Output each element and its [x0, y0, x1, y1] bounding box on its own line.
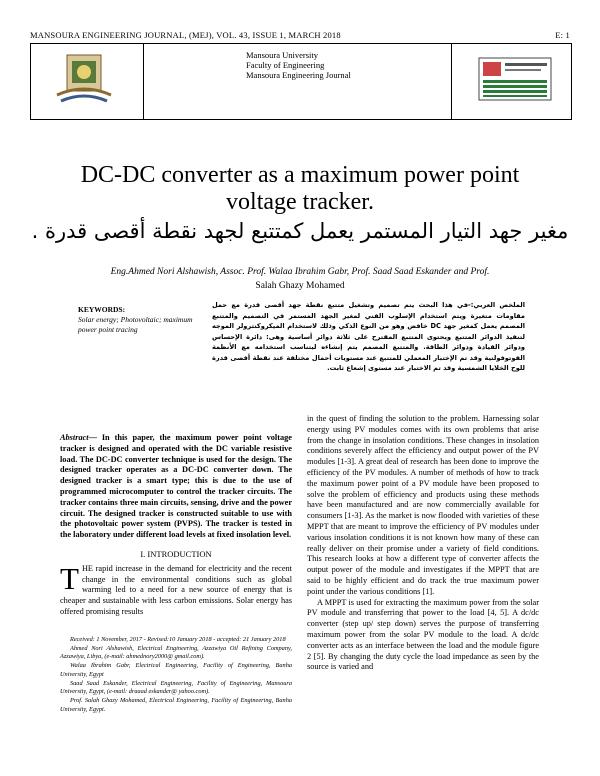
abstract-text: — In this paper, the maximum power point voltage tracker is designed and operated with the DC variable resistive load. The DC-DC converter technique is used for the design. The designed tracker operates as a DC-DC converter down. The designed tracker is a smart type; this is due to the use of programmed microcomputer to control the tracker circuits. The tracker contains three main circuits, sensing, drive and the power circuit. The designed tracker is constructed suitable to use with the photovoltaic power system (PVPS). The tracker is tested in the laboratory under different load levels at fixed insolation level. — [60, 433, 292, 540]
masthead-journal: Mansoura Engineering Journal — [246, 70, 351, 80]
divider — [451, 44, 452, 119]
footnote: Ahmed Nori Alshawish, Electrical Engineering, Azzawiya Oil Refining Company, Azzawiya, Libya, (e-mail: ahmednory2000@ gmail.com). — [60, 644, 292, 661]
body-paragraph: in the quest of finding the solution to the problem. Harnessing solar energy using PV modules comes with its own problems that arise from the change in insolation conditions. These changes in insolation conditions severely affect the efficiency and output power of the PV modules [1-3]. A great deal of research has been done to improve the efficiency of the PV modules. A number of methods of how to track the maximum power point of a PV module have been proposed to solve the problem of efficiency and products using these methods have been manufactured and are now commercially available for consumers [1-3]. As the market is now flooded with varieties of these MPPT that are meant to improve the efficiency of PV modules under various insolation conditions it is not known how many of these can really deliver on their promise under a variety of field conditions. This research looks at how a different type of converter affects the output power of the module and investigates if the MPPT that are said to be highly efficient and do track the true maximum power point under the various conditions [1]. — [307, 414, 539, 596]
authors-line-1: Eng.Ahmed Nori Alshawish, Assoc. Prof. Walaa Ibrahim Gabr, Prof. Saad Saad Eskander and Prof. — [110, 267, 490, 277]
body-paragraph: A MPPT is used for extracting the maximum power from the solar PV module and transferring that power to the load [4, 5]. A dc/dc converter (step up/ step down) serves the purpose of transferring maximum power from the solar PV module to the load. A dc/dc converter acts as an interface between the load and the module figure 2 [5]. By changing the duty cycle the load impedance as seen by the source is varied and — [307, 597, 539, 672]
masthead-text — [246, 50, 386, 80]
keywords-text: Solar energy; Photovoltaic; maximum power point tracing — [78, 315, 193, 334]
footnotes — [60, 636, 292, 714]
university-logo-icon — [47, 53, 121, 105]
keywords-label: KEYWORDS: — [78, 305, 126, 314]
abstract — [60, 433, 292, 541]
title-line-1: DC-DC converter as a maximum power point — [80, 162, 520, 188]
right-column — [307, 414, 539, 673]
intro-text: HE rapid increase in the demand for electricity and the recent change in the environmental conditions such as global warming led to a need for a new source of energy that is cheaper and sustainable with less carbon emissions. Solar energy has offered promising results — [60, 563, 292, 616]
divider — [143, 44, 144, 119]
journal-masthead — [30, 43, 572, 120]
masthead-faculty: Faculty of Engineering — [246, 60, 325, 70]
footnote: Prof. Salah Ghazy Mohamed, Electrical Engineering, Facility of Engineering, Banha University, Egypt. — [60, 696, 292, 713]
arabic-abstract: الملخص العربي:-في هذا البحث يتم تصميم وتشغيل متتبع نقطة جهد أقصى قدرة مع حمل مقاومات متغيرة ويتم استخدام الإسلوب الفني لمغير الجهد المستمر في التصميم والمتتبع المصمم يعمل كمغير جهد DC خافض وهو من النوع الذكي وذلك لاستخدام الميكروكنترولر الموجه لتنفيذ الدوائر المتتبع ويحتوى المتتبع المقترح على ثلاثة دوائر أساسية وهى: دائرة الإحساس ودوائر القيادة ودوائر الطاقة. والمتتبع المصمم يتم إنشاءه ليتناسب استخدامه مع الأنظمة الفوتوفولتية وقد تم الإختبار المعملي للمتتبع عند مستويات أحمال مختلفة عند نقطة أقصى قدرة للوح الخلايا الشمسية وقد تم الاختبار عند مستوى إشعاع ثابت. — [212, 301, 525, 372]
footnote: Saad Saad Eskander, Electrical Engineering, Facility of Engineering, Mansoura University, Egypt, (e-mail: draaad eskander@ yahoo.com). — [60, 679, 292, 696]
footnote: Received: 1 November, 2017 - Revised:10 January 2018 - accepted: 21 January 2018 — [70, 636, 286, 643]
left-column — [60, 433, 292, 618]
masthead-university: Mansoura University — [246, 50, 319, 60]
abstract-label: Abstract — [60, 433, 89, 442]
section-heading: I. INTRODUCTION — [140, 548, 212, 559]
running-header: MANSOURA ENGINEERING JOURNAL, (MEJ), VOL. 43, ISSUE 1, MARCH 2018 — [30, 30, 341, 40]
drop-cap: T — [60, 560, 79, 596]
title-line-2: voltage tracker. — [226, 189, 374, 215]
page-number: E: 1 — [555, 30, 570, 40]
arabic-title: مغير جهد التيار المستمر يعمل كمتتبع لجهد نقطة أقصى قدرة . — [31, 219, 569, 243]
paper-title — [30, 162, 570, 216]
footnote: Walaa Ibrahim Gabr, Electrical Engineering, Facility of Engineering, Banha University, Egypt — [60, 662, 292, 678]
author-list — [60, 265, 540, 293]
authors-line-2: Salah Ghazy Mohamed — [255, 281, 345, 291]
journal-logo-icon — [477, 56, 553, 102]
intro-paragraph — [60, 560, 292, 618]
keywords-box — [78, 305, 206, 335]
